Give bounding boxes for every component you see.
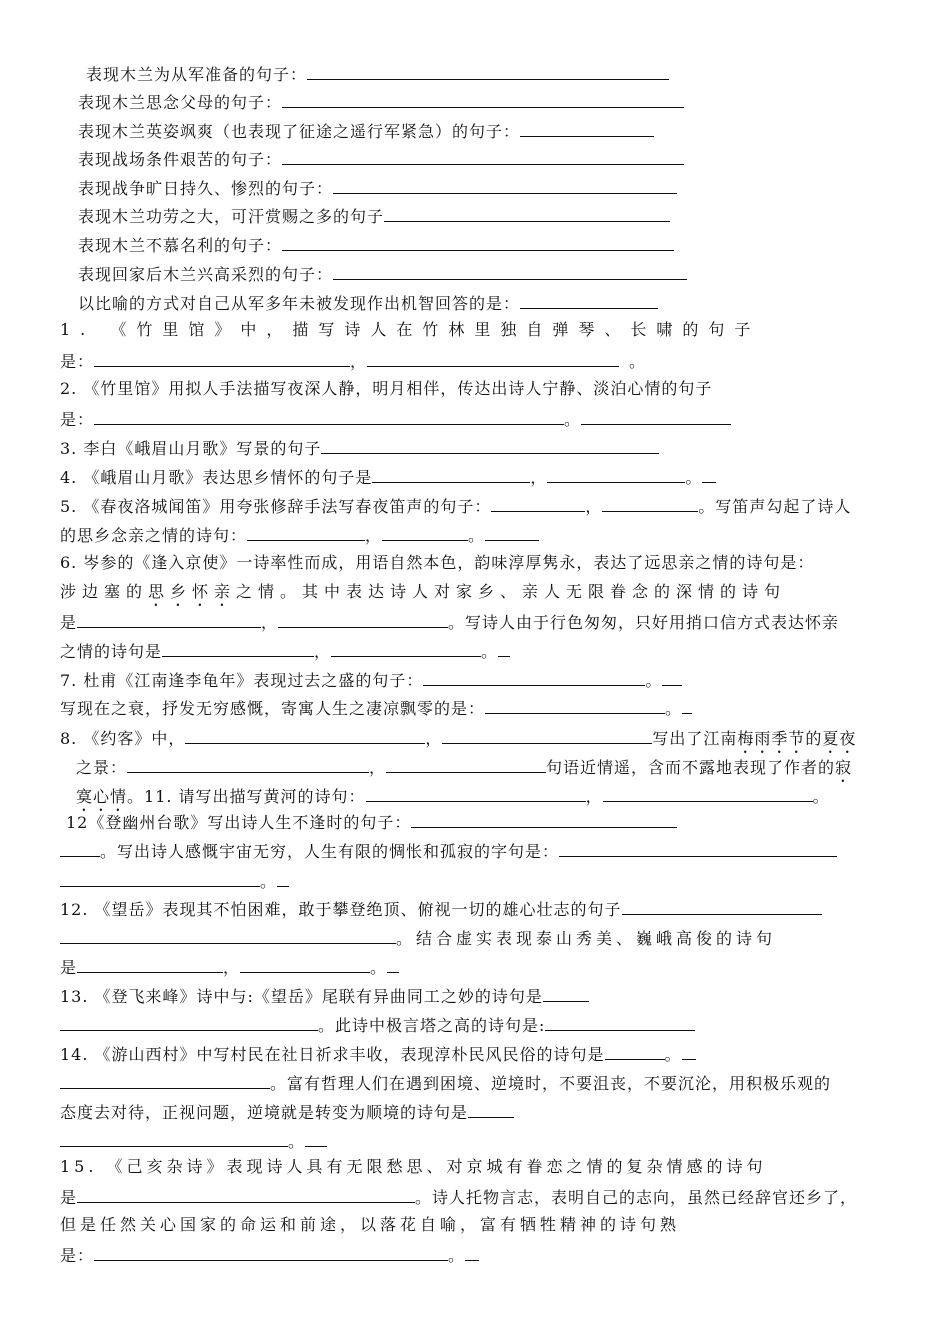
q7-line-1 <box>60 669 682 691</box>
q13-prompt-2: 。此诗中极言塔之高的诗句是: <box>318 1016 546 1035</box>
answer-blank[interactable] <box>559 840 837 857</box>
answer-blank[interactable] <box>94 350 350 367</box>
q6-dotted-text: 思乡怀亲 <box>148 582 237 601</box>
q13-prompt: 13. 《登飞来峰》诗中与:《望岳》尾联有异曲同工之妙的诗句是 <box>60 987 543 1006</box>
answer-blank[interactable] <box>277 870 289 887</box>
answer-blank[interactable] <box>94 1244 448 1261</box>
q3-line <box>60 437 659 459</box>
answer-blank[interactable] <box>282 234 674 251</box>
answer-blank[interactable] <box>240 956 370 973</box>
q1-line-1 <box>60 320 760 340</box>
q15-prompt-2: 。诗人托物言志，表明自己的志向，虽然已经辞官还乡了， <box>415 1188 858 1207</box>
intro-line-3 <box>78 120 654 142</box>
answer-blank[interactable] <box>423 669 645 686</box>
prompt-text: 以比喻的方式对自己从军多年未被发现作出机智回答的是： <box>78 294 521 313</box>
q15-prompt: 15. 《己亥杂诗》表现诗人具有无限愁思、对京城有眷恋之情的复杂情感的诗句 <box>60 1157 767 1176</box>
answer-blank[interactable] <box>465 1244 479 1261</box>
q8-prompt-2: 之景： <box>76 758 128 777</box>
q7-period: 。 <box>645 671 663 690</box>
q6-line-1 <box>60 553 814 573</box>
q6-comma: ， <box>261 613 279 632</box>
answer-blank[interactable] <box>491 495 585 512</box>
q13-line-1 <box>60 985 589 1007</box>
prompt-text: 表现战争旷日持久、惨烈的句子： <box>78 179 334 198</box>
answer-blank[interactable] <box>581 408 731 425</box>
q8-comma-2: ， <box>369 758 387 777</box>
q14-line-3 <box>60 1101 514 1123</box>
answer-blank[interactable] <box>366 785 586 802</box>
q15-line-1 <box>60 1157 767 1177</box>
prompt-text: 表现木兰思念父母的句子： <box>78 93 283 112</box>
q6-line-4 <box>60 640 510 662</box>
answer-blank[interactable] <box>386 756 546 773</box>
answer-blank[interactable] <box>77 956 223 973</box>
answer-blank[interactable] <box>77 611 261 628</box>
q8-text-2: 的 <box>805 729 823 748</box>
q8-dotted-text-2: 夏夜 <box>822 729 857 748</box>
q8-comma: ， <box>425 729 443 748</box>
answer-blank[interactable] <box>468 1101 514 1118</box>
answer-blank[interactable] <box>602 495 698 512</box>
q14-prompt: 14. 《游山西村》中写村民在社日祈求丰收，表现淳朴民风民俗的诗句是 <box>60 1045 605 1064</box>
answer-blank[interactable] <box>547 466 685 483</box>
q14-prompt-3: 态度去对待，正视问题，逆境就是转变为顺境的诗句是 <box>60 1103 469 1122</box>
q8-line-1 <box>60 727 856 757</box>
q8-dotted-text-4: 寞心情 <box>76 787 128 806</box>
q11-prompt: 。11. 请写出描写黄河的诗句： <box>127 787 366 806</box>
q2-line-1 <box>60 379 712 399</box>
q1-comma: ， <box>350 352 368 371</box>
q12-line-2 <box>60 927 776 949</box>
q13-line-2 <box>60 1014 695 1036</box>
intro-line-9 <box>78 292 658 314</box>
answer-blank[interactable] <box>331 640 481 657</box>
q11-comma: ， <box>585 787 603 806</box>
answer-blank[interactable] <box>442 727 652 744</box>
answer-blank[interactable] <box>387 956 399 973</box>
q7-period-2: 。 <box>665 699 683 718</box>
q4-prompt: 4. 《峨眉山月歌》表达思乡情怀的句子是 <box>60 468 373 487</box>
intro-line-8 <box>78 263 687 285</box>
q6-text: 涉边塞的 <box>60 582 149 601</box>
q5-line-1 <box>60 495 851 517</box>
answer-blank[interactable] <box>333 177 677 194</box>
q12a-line-1 <box>66 811 677 833</box>
q12-line-3 <box>60 956 399 978</box>
answer-blank[interactable] <box>305 1130 327 1147</box>
answer-blank[interactable] <box>382 524 468 541</box>
q5-comma-2: ， <box>365 526 383 545</box>
prompt-text: 表现木兰为从军准备的句子： <box>86 65 308 84</box>
answer-blank[interactable] <box>603 785 813 802</box>
q14-prompt-2: 。富有哲理人们在遇到困境、逆境时，不要沮丧，不要沉沦，用积极乐观的 <box>270 1074 832 1093</box>
answer-blank[interactable] <box>282 148 684 165</box>
q1-line-2 <box>60 350 646 372</box>
answer-blank[interactable] <box>321 437 659 454</box>
q6-line-2 <box>60 582 786 610</box>
q6-period: 。 <box>481 642 499 661</box>
q1-period: 。 <box>629 352 647 371</box>
q8-text-3: 句语近情遥，含而不露地表现了作者的 <box>546 758 836 777</box>
intro-line-5 <box>78 177 677 199</box>
q3-prompt: 3. 李白《峨眉山月歌》写景的句子 <box>60 439 322 458</box>
q6-text-2: 之情。其中表达诗人对家乡、亲人无限眷念的深情的诗句 <box>236 582 787 601</box>
answer-blank[interactable] <box>60 1014 318 1031</box>
answer-blank[interactable] <box>60 840 100 857</box>
q14-period-2: 。 <box>288 1132 306 1151</box>
q6-prompt: 6. 岑参的《逢入京使》一诗率性而成，用语自然本色，韵味淳厚隽永，表达了远思亲之情的诗句是： <box>60 553 815 572</box>
q8-dotted-text: 梅雨季节 <box>737 729 806 748</box>
intro-line-1 <box>86 63 669 85</box>
answer-blank[interactable] <box>520 292 658 309</box>
q7-line-2 <box>60 697 692 719</box>
answer-blank[interactable] <box>60 927 396 944</box>
answer-blank[interactable] <box>77 1186 415 1203</box>
q5-prompt: 5. 《春夜洛城闻笛》用夸张修辞手法写春夜笛声的句子： <box>60 497 492 516</box>
answer-blank[interactable] <box>662 669 682 686</box>
q15-label-2: 是： <box>60 1246 95 1265</box>
q7-prompt: 7. 杜甫《江南逢李龟年》表现过去之盛的句子： <box>60 671 424 690</box>
answer-blank[interactable] <box>60 1072 270 1089</box>
q12-label: 是 <box>60 958 78 977</box>
q12-prompt-2: 。结合虚实表现泰山秀美、巍峨高俊的诗句 <box>396 929 777 948</box>
intro-line-4 <box>78 148 684 170</box>
q14-line-4 <box>60 1130 327 1152</box>
q14-period: 。 <box>664 1045 682 1064</box>
q12-line-1 <box>60 898 822 920</box>
q12-comma: ， <box>223 958 241 977</box>
answer-blank[interactable] <box>682 697 692 714</box>
intro-line-2 <box>78 91 684 113</box>
q6-prompt-2: 之情的诗句是 <box>60 642 163 661</box>
answer-blank[interactable] <box>485 524 539 541</box>
q4-line <box>60 466 716 488</box>
answer-blank[interactable] <box>622 898 822 915</box>
q4-comma: ， <box>530 468 548 487</box>
answer-blank[interactable] <box>185 727 425 744</box>
q8-text: 写出了江南 <box>652 729 738 748</box>
q12a-line-3 <box>60 870 289 892</box>
q2-prompt: 2. 《竹里馆》用拟人手法描写夜深人静，明月相伴，传达出诗人宁静、淡泊心情的句子 <box>60 379 713 398</box>
prompt-text: 表现回家后木兰兴高采烈的句子： <box>78 265 334 284</box>
prompt-text: 表现木兰英姿飒爽（也表现了征途之遥行军紧急）的句子： <box>78 122 521 141</box>
answer-blank[interactable] <box>307 63 669 80</box>
answer-blank[interactable] <box>127 756 369 773</box>
answer-blank[interactable] <box>605 1043 665 1060</box>
q12a-line-2 <box>60 840 837 862</box>
q2-period: 。 <box>564 410 582 429</box>
q14-line-1 <box>60 1043 696 1065</box>
answer-blank[interactable] <box>485 697 665 714</box>
answer-blank[interactable] <box>545 1014 695 1031</box>
q1-label: 是： <box>60 352 95 371</box>
q6-line-3 <box>60 611 839 633</box>
q12a-period: 。 <box>260 872 278 891</box>
answer-blank[interactable] <box>367 350 619 367</box>
q6-text-3: 。写诗人由于行色匆匆，只好用捎口信方式表达怀亲 <box>448 613 840 632</box>
q12-prompt: 12. 《望岳》表现其不怕困难，敢于攀登绝顶、俯视一切的雄心壮志的句子 <box>60 900 622 919</box>
q6-label: 是 <box>60 613 78 632</box>
q4-period: 。 <box>685 468 703 487</box>
prompt-text: 表现战场条件艰苦的句子： <box>78 150 283 169</box>
q12-period: 。 <box>370 958 388 977</box>
q8-prompt: 8. 《约客》中， <box>60 729 186 748</box>
answer-blank[interactable] <box>60 1130 288 1147</box>
prompt-text: 表现木兰不慕名利的句子： <box>78 236 283 255</box>
q12a-prompt: 12《登幽州台歌》写出诗人生不逢时的句子： <box>66 813 412 832</box>
answer-blank[interactable] <box>498 640 510 657</box>
q5-text: 。写笛声勾起了诗人 <box>698 497 852 516</box>
q11-period: 。 <box>812 787 830 806</box>
q12a-prompt-2: 。写出诗人感慨宇宙无穷，人生有限的惆怅和孤寂的字句是： <box>100 842 560 861</box>
q5-period: 。 <box>468 526 486 545</box>
q15-line-4 <box>60 1244 479 1266</box>
q8-dotted-text-3: 寂 <box>835 758 853 777</box>
answer-blank[interactable] <box>543 985 589 1002</box>
answer-blank[interactable] <box>60 870 260 887</box>
q5-comma: ， <box>585 497 603 516</box>
q15-prompt-3: 但是任然关心国家的命运和前途，以落花自喻，富有牺牲精神的诗句熟 <box>60 1215 681 1234</box>
answer-blank[interactable] <box>162 640 314 657</box>
q8-line-2 <box>76 756 852 786</box>
q7-prompt-2: 写现在之衰，抒发无穷感慨，寄寓人生之凄凉飘零的是： <box>60 699 486 718</box>
answer-blank[interactable] <box>702 466 716 483</box>
answer-blank[interactable] <box>384 205 670 222</box>
q15-line-2 <box>60 1186 857 1208</box>
q15-period: 。 <box>448 1246 466 1265</box>
intro-line-7 <box>78 234 674 256</box>
q2-line-2 <box>60 408 731 430</box>
answer-blank[interactable] <box>411 811 677 828</box>
q2-label: 是： <box>60 410 95 429</box>
q1-prompt: 1. 《竹里馆》中，描写诗人在竹林里独自弹琴、长啸的句子 <box>60 320 761 339</box>
answer-blank[interactable] <box>520 120 654 137</box>
answer-blank[interactable] <box>682 1043 696 1060</box>
answer-blank[interactable] <box>247 524 365 541</box>
q15-label: 是 <box>60 1188 78 1207</box>
answer-blank[interactable] <box>278 611 448 628</box>
answer-blank[interactable] <box>94 408 564 425</box>
q14-line-2 <box>60 1072 831 1094</box>
prompt-text: 表现木兰功劳之大，可汗赏赐之多的句子 <box>78 207 385 226</box>
intro-line-6 <box>78 205 670 227</box>
answer-blank[interactable] <box>372 466 530 483</box>
answer-blank[interactable] <box>282 91 684 108</box>
q6-comma-2: ， <box>314 642 332 661</box>
q15-line-3 <box>60 1215 680 1235</box>
answer-blank[interactable] <box>333 263 687 280</box>
q5-prompt-2: 的思乡念亲之情的诗句： <box>60 526 248 545</box>
q5-line-2 <box>60 524 539 546</box>
